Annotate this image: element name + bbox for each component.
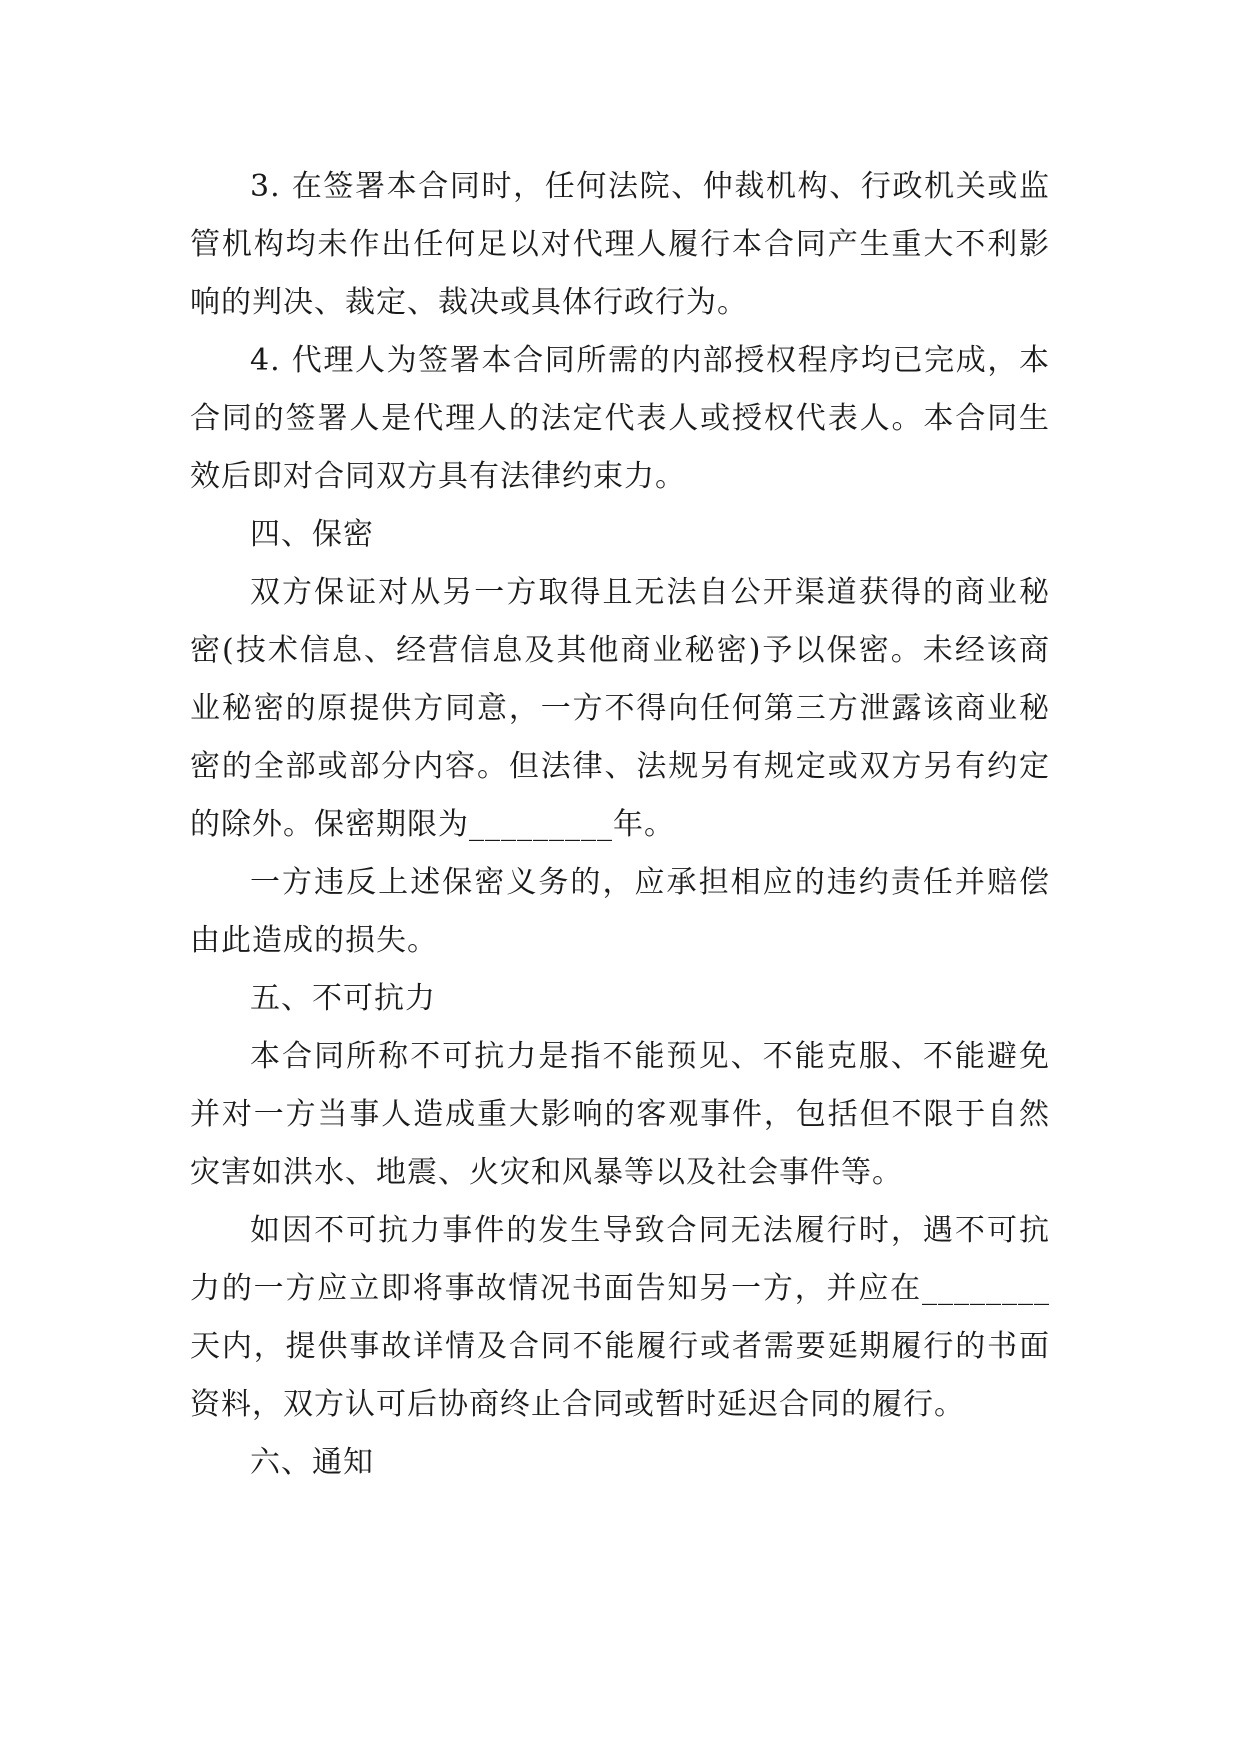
section-heading-notice: 六、通知 bbox=[250, 1445, 374, 1480]
confidentiality-paragraph: 双方保证对从另一方取得且无法自公开渠道获得的商业秘密(技术信息、经营信息及其他商业秘密)予以保密。未经该商业秘密的原提供方同意，一方不得向任何第三方泄露该商业秘密的全部或部分内容。但法律、法规另有规定或双方另有约定的除外。保密期限为_________年。 bbox=[190, 575, 1050, 842]
confidentiality-breach-paragraph: 一方违反上述保密义务的，应承担相应的违约责任并赔偿由此造成的损失。 bbox=[190, 865, 1050, 958]
force-majeure-notice-paragraph: 如因不可抗力事件的发生导致合同无法履行时，遇不可抗力的一方应立即将事故情况书面告知另一方，并应在________天内，提供事故详情及合同不能履行或者需要延期履行的书面资料，双方认可后协商终止合同或暂时延迟合同的履行。 bbox=[190, 1213, 1050, 1422]
document-page bbox=[190, 158, 1050, 1492]
clause-4-paragraph: 4. 代理人为签署本合同所需的内部授权程序均已完成，本合同的签署人是代理人的法定代表人或授权代表人。本合同生效后即对合同双方具有法律约束力。 bbox=[190, 343, 1050, 494]
section-heading-confidentiality: 四、保密 bbox=[250, 517, 374, 552]
force-majeure-definition-paragraph: 本合同所称不可抗力是指不能预见、不能克服、不能避免并对一方当事人造成重大影响的客观事件，包括但不限于自然灾害如洪水、地震、火灾和风暴等以及社会事件等。 bbox=[190, 1039, 1050, 1190]
clause-3-paragraph: 3. 在签署本合同时，任何法院、仲裁机构、行政机关或监管机构均未作出任何足以对代理人履行本合同产生重大不利影响的判决、裁定、裁决或具体行政行为。 bbox=[190, 169, 1050, 320]
section-heading-force-majeure: 五、不可抗力 bbox=[250, 981, 436, 1016]
